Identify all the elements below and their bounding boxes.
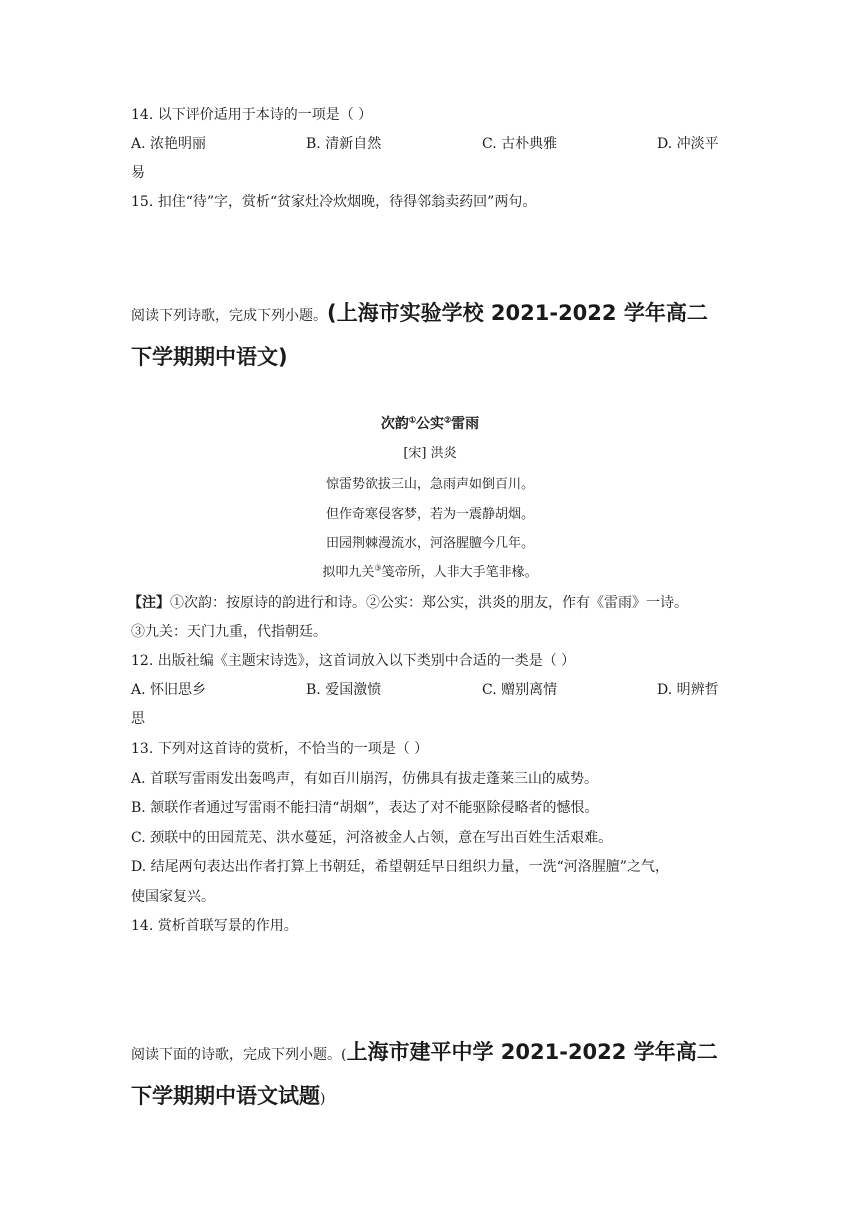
poem-line-part: 拟叩九关: [322, 565, 375, 580]
intro-close-paren: ): [320, 1091, 326, 1107]
poem-line-part: 笺帝所，人非大手笔非椽。: [381, 565, 538, 580]
q13-option-c: C. 颈联中的田园荒芜、洪水蔓延，河洛被金人占领，意在写出百姓生活艰难。: [131, 830, 613, 846]
q14-option-d: D. 冲淡平: [657, 136, 719, 152]
q13-option-d: D. 结尾两句表达出作者打算上书朝廷，希望朝廷早日组织力量，一洗“河洛腥膻”之气，: [131, 859, 669, 875]
question-12: 12. 出版社编《主题宋诗选》，这首词放入以下类别中合适的一类是（ ）: [131, 653, 576, 669]
footnote-mark-3: ③: [374, 563, 382, 573]
q14-option-d-continued: 易: [131, 165, 145, 181]
section-intro: [131, 298, 708, 331]
question-14: 14. 以下评价适用于本诗的一项是（ ）: [131, 107, 373, 123]
intro-source-line-1-b: 上海市建平中学 2021-2022 学年高二: [346, 1040, 718, 1064]
q13-option-d-continued: 使国家复兴。: [131, 889, 215, 905]
q14-option-c: C. 古朴典雅: [482, 136, 558, 152]
intro-source-line-2: 下学期期中语文): [131, 345, 288, 369]
q12-option-d: D. 明辨哲: [657, 682, 719, 698]
note-text-1: ①次韵：按原诗的韵进行和诗。②公实：郑公实，洪炎的朋友，作有《雷雨》一诗。: [170, 595, 688, 611]
q12-option-c: C. 赠别离情: [482, 682, 558, 698]
question-13: 13. 下列对这首诗的赏析，不恰当的一项是（ ）: [131, 741, 429, 757]
intro-small-text: 阅读下列诗歌，完成下列小题。: [131, 308, 327, 324]
q12-option-b: B. 爱国激愤: [306, 682, 382, 698]
note-text-2: ③九关：天门九重，代指朝廷。: [131, 624, 327, 640]
footnote-mark-1: ①: [408, 414, 416, 425]
section-intro-2: [131, 1037, 718, 1070]
intro-source-line-2-b: 下学期期中语文试题: [131, 1084, 320, 1108]
note-heading: 【注】: [128, 595, 170, 611]
q13-option-b: B. 颔联作者通过写雷雨不能扫清“胡烟”，表达了对不能驱除侵略者的憾恨。: [131, 800, 599, 816]
q14-option-a: A. 浓艳明丽: [131, 136, 207, 152]
q12-option-a: A. 怀旧思乡: [131, 682, 207, 698]
poem-title-part: 公实: [416, 416, 444, 432]
intro-source-line-2-b-wrap: [131, 1081, 325, 1114]
intro-small-text-2: 阅读下面的诗歌，完成下列小题。(: [131, 1047, 347, 1063]
poem-title-part: 次韵: [380, 416, 409, 432]
poem-line-4: [0, 564, 860, 582]
poem-notes: [128, 593, 688, 613]
footnote-mark-2: ②: [444, 414, 452, 425]
poem-title-part: 雷雨: [451, 416, 480, 432]
q13-option-a: A. 首联写雷雨发出轰鸣声，有如百川崩泻，仿佛具有拔走蓬莱三山的威势。: [131, 771, 599, 787]
q14-option-b: B. 清新自然: [306, 136, 382, 152]
poem-title: [0, 415, 860, 433]
question-14-b: 14. 赏析首联写景的作用。: [131, 918, 298, 934]
question-15: 15. 扣住“待”字，赏析“贫家灶冷炊烟晚，待得邻翁卖药回”两句。: [131, 194, 537, 210]
poem-author: [宋] 洪炎: [403, 446, 457, 461]
poem-line-2: 但作奇寒侵客梦，若为一震静胡烟。: [325, 507, 534, 522]
intro-source-line-1: (上海市实验学校 2021-2022 学年高二: [327, 301, 708, 325]
poem-line-1: 惊雷势欲拔三山，急雨声如倒百川。: [325, 477, 534, 492]
q12-option-d-continued: 思: [131, 711, 145, 727]
poem-line-3: 田园荆棘漫流水，河洛腥膻今几年。: [325, 536, 534, 551]
